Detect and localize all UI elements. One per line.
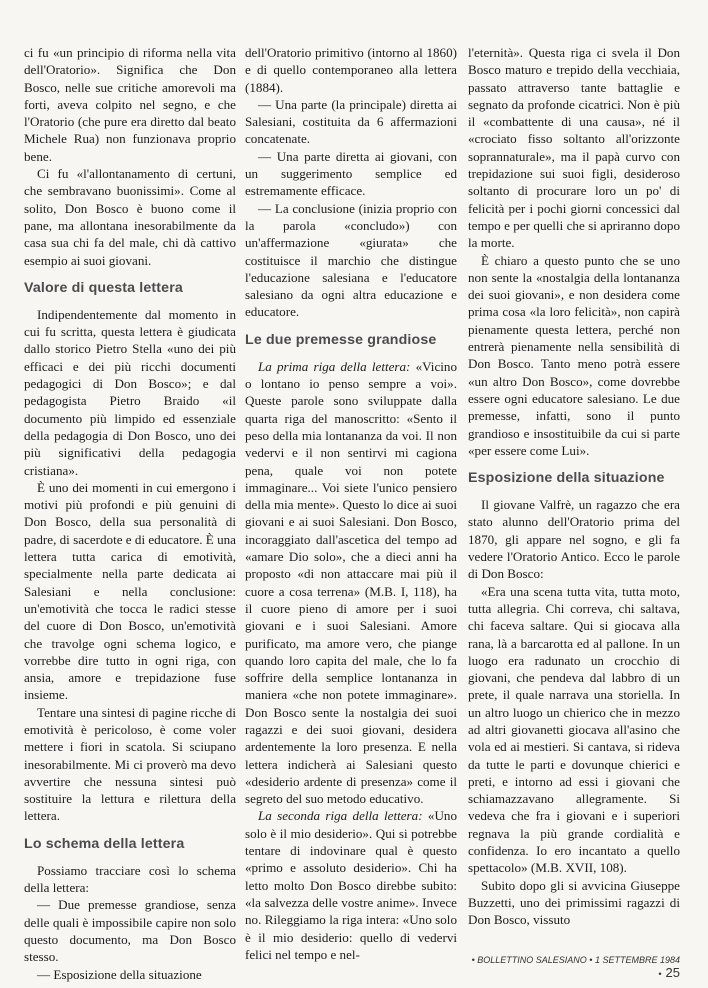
paragraph: «Era una scena tutta vita, tutta moto, tutta allegria. Chi correva, chi saltava, chi faceva saltare. Qui si giocava alla rana, là a barcarotta ed al pallone. In un luogo era radunato un crocchio di giovani, che pendeva dal labbro di un prete, il quale narrava una storiella. In un altro luogo un chierico che in mezzo ad altri giovanetti giocava all'asino che vola ed ai mestieri. Si cantava, si rideva da tutte le parti e dovunque chierici e preti, e intorno ad essi i giovani che schiamazzavano allegramente. Si vedeva che fra i giovani e i superiori regnava la più grande cordialità e confidenza. Io ero incantato a quello spettacolo» (M.B. XVII, 108). (468, 583, 680, 876)
paragraph: Tentare una sintesi di pagine ricche di emotività è pericoloso, è come voler mettere i fiori in scatola. Si sciupano inesorabilmente. Mi ci proverò ma devo avvertire che nessuna sintesi può sostituire la lettura e rilettura della lettera. (24, 704, 236, 824)
paragraph: È chiaro a questo punto che se uno non sente la «nostalgia della lontananza dei suoi giovani», e non desidera come prima cosa «la loro felicità», non capirà pienamente questa lettera, perché non entrerà pienamente nella sensibilità di Don Bosco. Tanto meno potrà essere «un altro Don Bosco», come dovrebbe essere ogni educatore salesiano. Le due premesse, infatti, sono il punto grandioso e insostituibile da cui si parte «per essere come Lui». (468, 252, 680, 458)
paragraph: — Esposizione della situazione (37, 966, 202, 982)
section-heading: Lo schema della lettera (24, 835, 185, 852)
footer-publication: • BOLLETTINO SALESIANO • 1 SETTEMBRE 1984 • (471, 955, 680, 979)
paragraph: — Una parte diretta ai giovani, con un suggerimento semplice ed estremamente efficace. (245, 148, 457, 199)
page-footer (468, 955, 680, 980)
paragraph-lead-label: La seconda riga della lettera: (258, 808, 423, 824)
section-heading: Le due premesse grandiose (245, 331, 437, 348)
paragraph (245, 807, 457, 963)
paragraph: — Una parte (la principale) diretta ai Salesiani, costituita da 6 affermazioni concatenate. (245, 96, 457, 147)
paragraph: Ci fu «l'allontanamento di certuni, che sembravano buonissimi». Come al solito, Don Bosco è buono come il pane, ma allontana inesorabilmente da casa sua chi fa del male, chi dà cattivo esempio ai suoi giovani. (24, 166, 236, 268)
page-number: 25 (665, 965, 680, 980)
paragraph: Subito dopo gli si avvicina Giuseppe Buzzetti, uno dei primissimi ragazzi di Don Bosco, vissuto (468, 877, 680, 928)
paragraph: dell'Oratorio primitivo (intorno al 1860) e di quello contemporaneo alla lettera (1884). (245, 45, 457, 95)
paragraph: l'eternità». Questa riga ci svela il Don Bosco maturo e trepido della vecchiaia, passato attraverso tante battaglie e segnato da profonde cicatrici. Non è più il «combattente di una causa», né il «crociato fisso soltanto all'orizzonte soprannaturale», ma il papà curvo con trepidazione sui suoi figli, desideroso soltanto di procurare loro un po' di felicità per i pochi giorni concessici dal tempo e per quelli che si apriranno dopo la morte. (468, 45, 680, 251)
column-3 (468, 44, 680, 929)
column-2 (245, 44, 457, 963)
paragraph: — Due premesse grandiose, senza delle quali è impossibile capire non solo questo documento, ma Don Bosco stesso. (24, 897, 236, 965)
paragraph-text: «Vicino o lontano io penso sempre a voi». Queste parole sono sviluppate dalla quarta riga del manoscritto: «Sento il peso della mia lontananza da voi. Il non vedervi e il non sentirvi mi cagiona pena, quale voi non potete immaginare... Voi siete l'unico pensiero della mia mente». Questo lo dice ai suoi giovani e ai suoi Salesiani. Don Bosco, incoraggiato dall'ascetica del tempo ad «amare Dio solo», che a dieci anni ha proposto «di non attaccare mai più il cuore a cosa terrena» (M.B. I, 118), ha il cuore pieno di amore per i suoi giovani e i suoi Salesiani. Amore purificato, ma amore vero, che piange quando loro capita del male, che lo fa soffrire della semplice lontananza in maniera «che non potete immaginare». Don Bosco sente la nostalgia dei suoi ragazzi e dei suoi giovani, desidera ardentemente la loro presenza. E nella lettera indicherà ai Salesiani questo «desiderio ardente di presenza» come il segreto del suo metodo educativo. (245, 358, 457, 807)
paragraph (245, 358, 457, 808)
paragraph: ci fu «un principio di riforma nella vita dell'Oratorio». Significa che Don Bosco, nelle sue critiche amorevoli ma forti, aveva colpito nel segno, e che l'Oratorio (che pure era diretto dal beato Michele Rua) non funzionava proprio bene. (24, 45, 236, 164)
paragraph: Possiamo tracciare così lo schema della lettera: (24, 862, 236, 896)
column-1 (24, 44, 236, 983)
paragraph: Indipendentemente dal momento in cui fu scritta, questa lettera è giudicata dallo storico Pietro Stella «uno dei più efficaci e dei più ricchi documenti pedagogici di Don Bosco»; e dal pedagogista Pietro Braido «il documento più limpido ed essenziale della pedagogia di Don Bosco, uno dei più significativi della pedagogia cristiana». (24, 306, 236, 478)
paragraph: Il giovane Valfrè, un ragazzo che era stato alunno dell'Oratorio prima del 1870, gli appare nel sogno, e gli fa vedere l'Oratorio Antico. Ecco le parole di Don Bosco: (468, 497, 680, 582)
paragraph-lead-label: La prima riga della lettera: (258, 358, 411, 374)
section-heading: Valore di questa lettera (24, 279, 183, 296)
paragraph: — La conclusione (inizia proprio con la parola «concludo») con un'affermazione «giurata» che costituisce il marchio che distingue l'educazione salesiana e l'educatore salesiano da ogni altra educazione e educatore. (245, 200, 457, 320)
section-heading: Esposizione della situazione (468, 470, 665, 487)
paragraph-text: «Uno solo è il mio desiderio». Qui si potrebbe tentare di indovinare qual è questo «primo e assoluto desiderio». Chi ha letto molto Don Bosco direbbe subito: «la salvezza delle vostre anime». Invece no. Rileggiamo la riga intera: «Uno solo è il mio desiderio: quello di vedervi felici nel tempo e nel- (245, 808, 457, 962)
paragraph: È uno dei momenti in cui emergono i motivi più profondi e più genuini di Don Bosco, della sua personalità di padre, di sacerdote e di educatore. È una lettera tutta carica di emotività, specialmente nella parte dedicata ai Salesiani e nella conclusione: un'emotività che tocca le radici stesse del cuore di Don Bosco, un'emotività che travolge ogni schema logico, e vorrebbe dire tutto in ogni riga, con ansia, amore e trepidazione fuse insieme. (24, 479, 236, 703)
